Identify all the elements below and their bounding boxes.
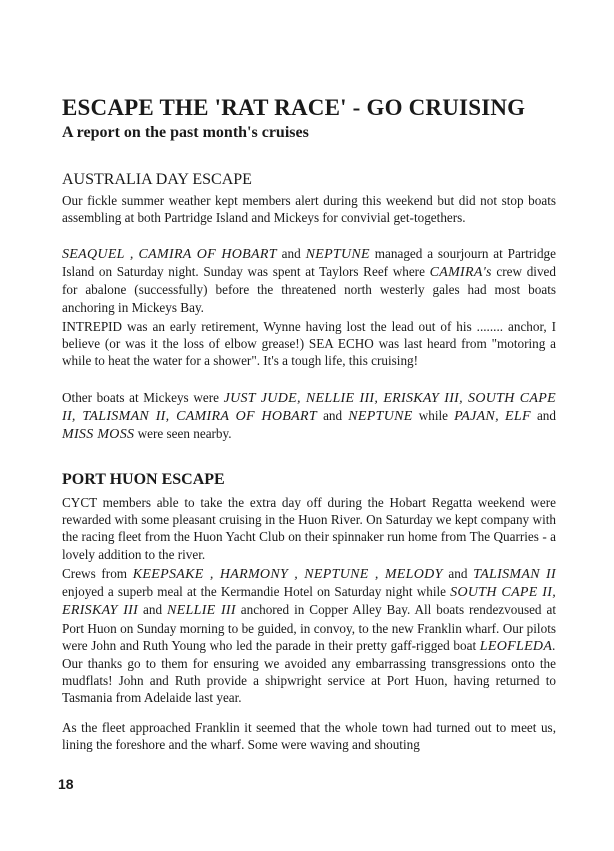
boat-name: NEPTUNE bbox=[348, 409, 413, 425]
boat-name: TALISMAN II bbox=[473, 567, 556, 582]
boat-names: SOUTH CAPE II, ERISKAY III bbox=[62, 585, 556, 619]
boat-names: JUST JUDE, NELLIE III, ERISKAY III, SOUTH CAPE II, TALISMAN II, CAMIRA OF HOBART bbox=[62, 391, 556, 425]
boat-name: ELF bbox=[505, 409, 531, 425]
page-number: 18 bbox=[58, 776, 74, 792]
text-run: and bbox=[530, 408, 556, 424]
text-run: and bbox=[316, 408, 349, 424]
text-run: were seen nearby. bbox=[134, 426, 232, 442]
paragraph-huon-2 bbox=[62, 565, 556, 707]
paragraph-huon-1: CYCT members able to take the extra day off during the Hobart Regatta weekend were rewarded with some pleasant cruising in the Huon River. On Saturday we kept company with the racing fleet from the Huon Yacht Club on their spinnaker run home from The Quarries - a lovely addition to the river. bbox=[62, 495, 556, 562]
text-run: Other boats at Mickeys were bbox=[62, 390, 224, 405]
boat-name: NEPTUNE bbox=[305, 247, 370, 262]
text-run: and bbox=[138, 602, 168, 618]
paragraph-australia-4 bbox=[62, 389, 556, 444]
text-run: Crews from bbox=[62, 566, 133, 581]
section-heading-port-huon: PORT HUON ESCAPE bbox=[62, 471, 225, 488]
paragraph-australia-3: INTREPID was an early retirement, Wynne having lost the lead out of his ........ anchor, I believe (or was it the loss of elbow grease!) SEA ECHO was last heard from "motoring a while to heat the water for a shower". It's a tough life, this cruising! bbox=[62, 319, 556, 369]
boat-name: SEAQUEL , bbox=[62, 247, 134, 262]
paragraph-huon-3: As the fleet approached Franklin it seemed that the whole town had turned out to meet us, lining the foreshore and the wharf. Some were waving and shouting bbox=[62, 720, 556, 753]
text-run: Our thanks go to them for ensuring we avoided any embarrassing transgressions onto the mudflats! John and Ruth provide a shipwright service at Port Huon, having returned to Tasmania from Adelaide last year. bbox=[62, 656, 556, 706]
boat-names: KEEPSAKE , HARMONY , NEPTUNE , MELODY bbox=[132, 567, 443, 582]
article-subtitle: A report on the past month's cruises bbox=[62, 124, 309, 141]
boat-name: CAMIRA's bbox=[429, 265, 492, 281]
section-heading-australia-day: AUSTRALIA DAY ESCAPE bbox=[62, 171, 252, 188]
text-run: crew dived for abalone (successfully) before the threatened north westerly gales had most boats anchoring in Mickeys Bay. bbox=[62, 264, 557, 315]
text-run: and bbox=[442, 566, 474, 581]
text-run: while bbox=[412, 408, 455, 424]
text-run: managed a sourjourn at Partridge Island on Saturday night. Sunday was spent at Taylors Reef where bbox=[62, 246, 557, 280]
boat-name: PAJAN, bbox=[454, 409, 499, 425]
boat-name: LEOFLEDA. bbox=[479, 638, 556, 654]
article-title: ESCAPE THE 'RAT RACE' - GO CRUISING bbox=[62, 95, 526, 120]
text-run: anchored in Copper Alley Bay. All boats rendezvoused at Port Huon on Sunday morning to be guided, in convoy, to the new Franklin wharf. Our pilots were John and Ruth Young who led the parade in their pretty gaff-rigged boat bbox=[62, 602, 556, 653]
boat-name: NELLIE III bbox=[167, 603, 236, 619]
boat-name: CAMIRA OF HOBART bbox=[138, 247, 277, 262]
text-run: and bbox=[276, 246, 306, 261]
text-run: enjoyed a superb meal at the Kermandie Hotel on Saturday night while bbox=[62, 584, 451, 600]
boat-name: MISS MOSS bbox=[62, 427, 135, 443]
paragraph-australia-1: Our fickle summer weather kept members alert during this weekend but did not stop boats assembling at both Partridge Island and Mickeys for convivial get-togethers. bbox=[62, 193, 556, 226]
paragraph-australia-2 bbox=[62, 245, 556, 316]
